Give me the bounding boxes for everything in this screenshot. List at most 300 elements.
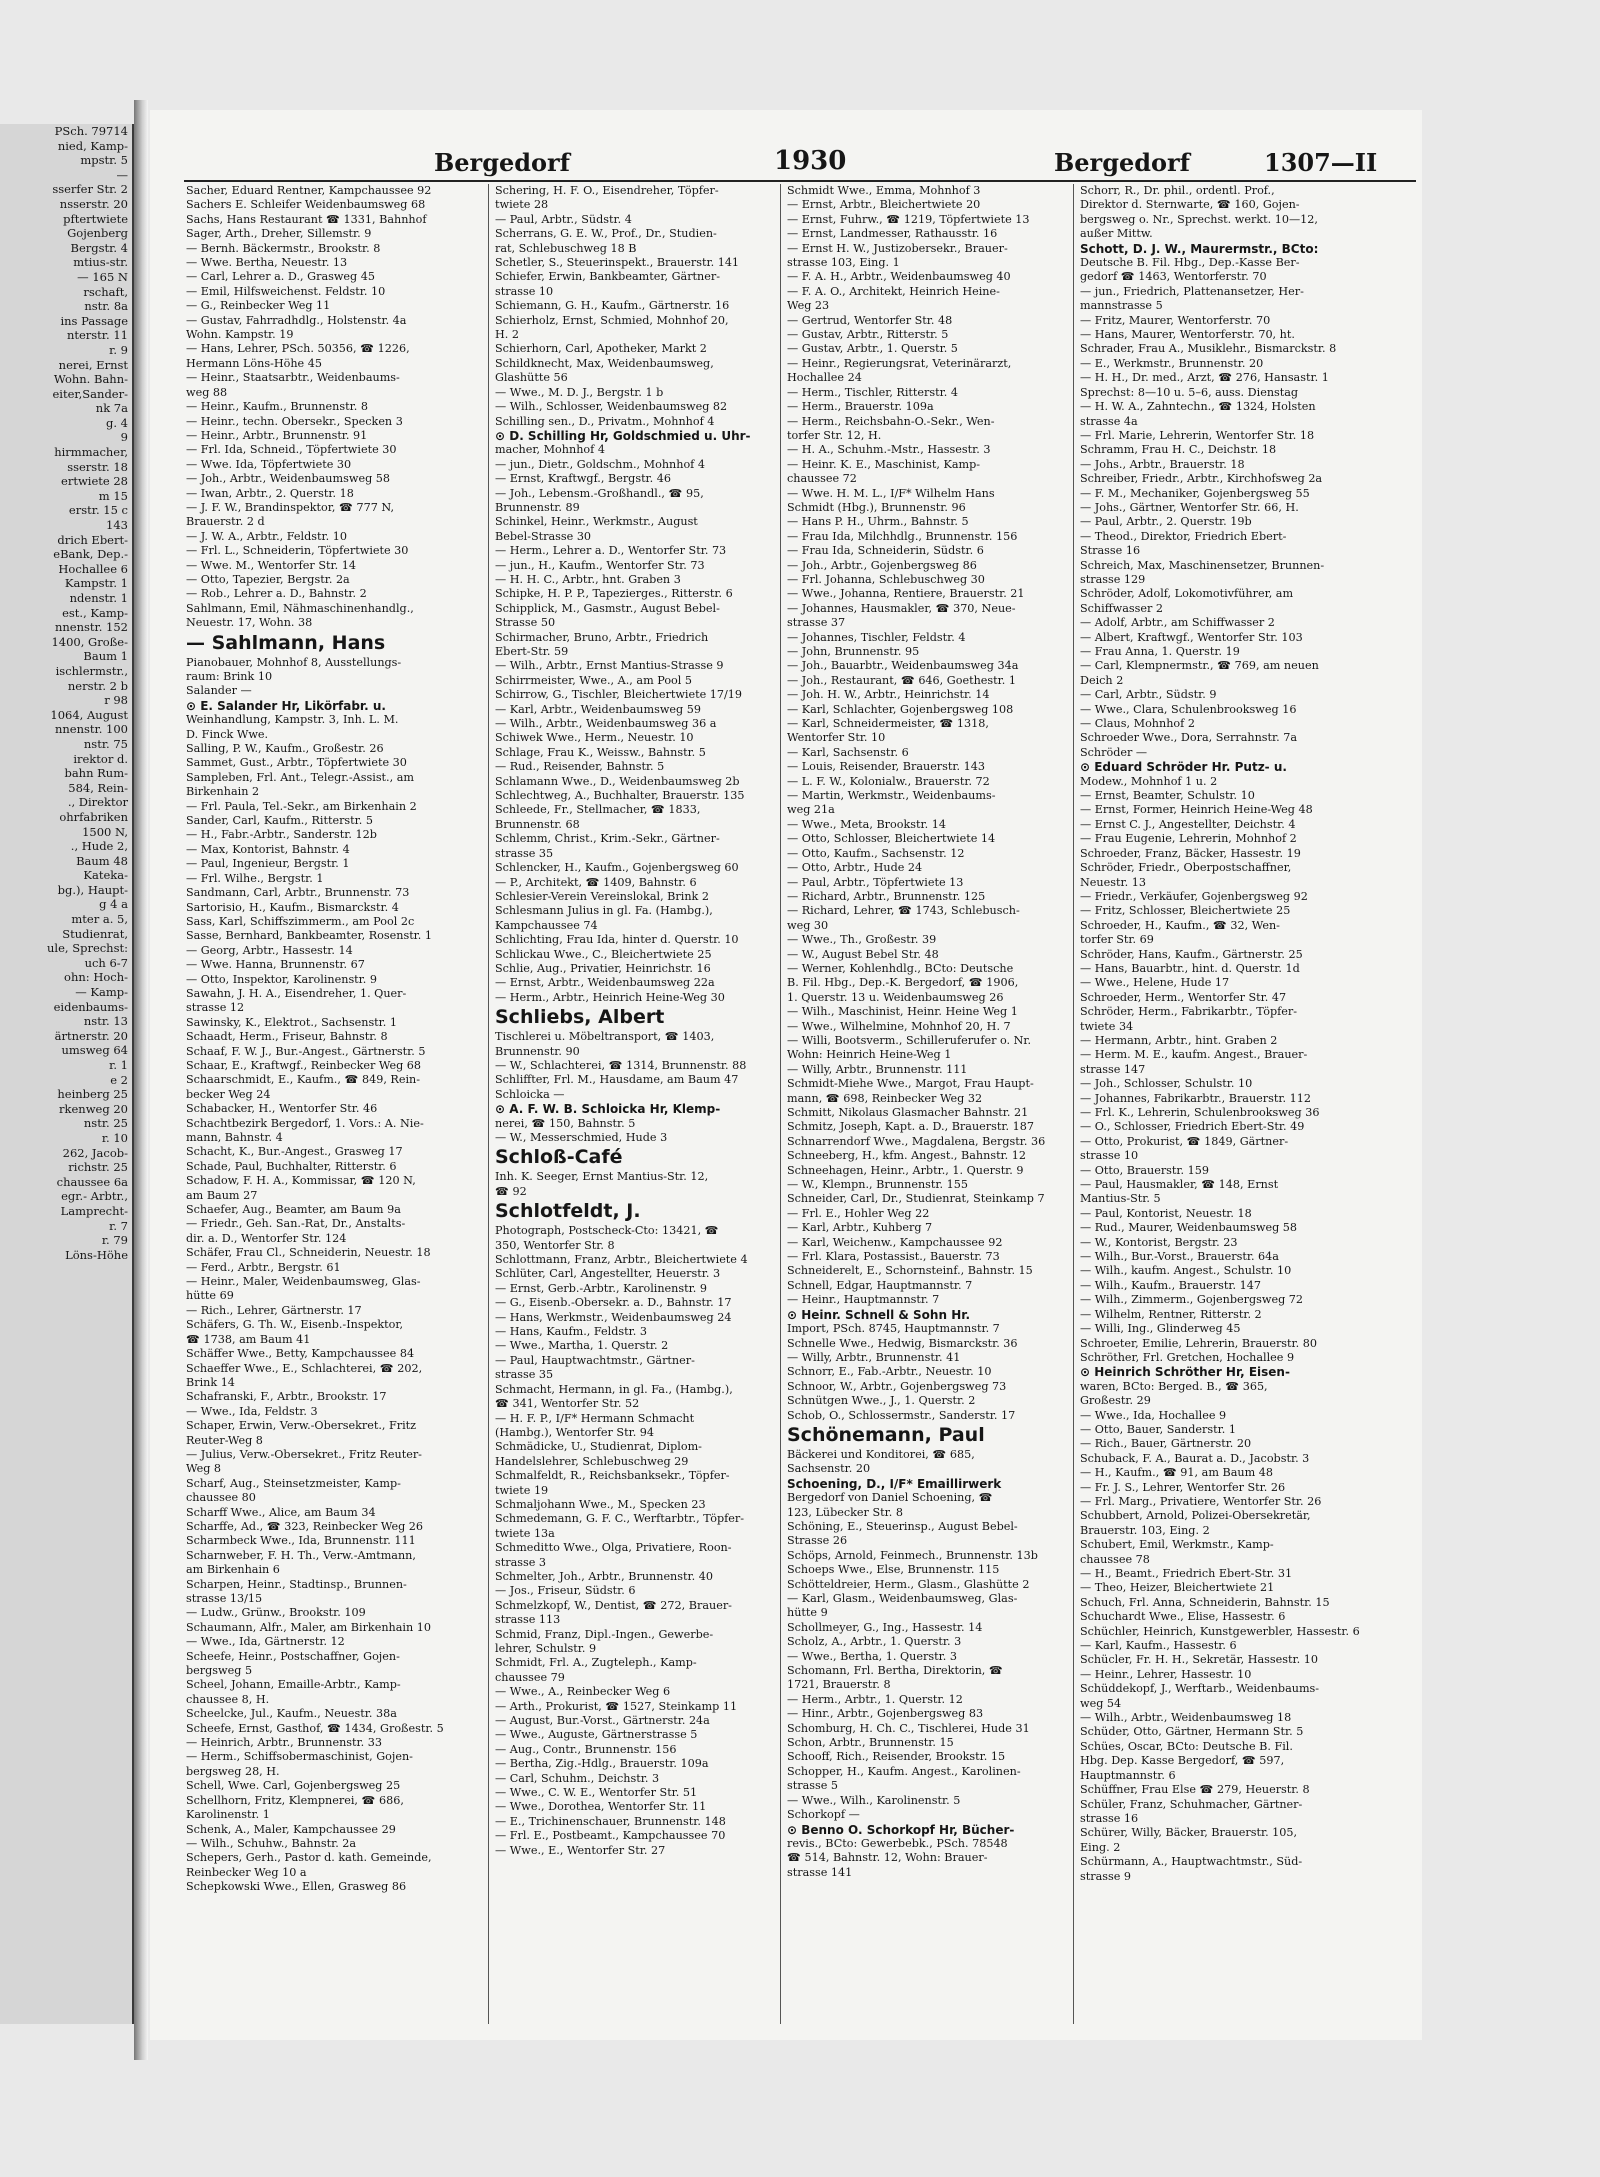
directory-entry: Schnelle Wwe., Hedwig, Bismarckstr. 36 (787, 1336, 1018, 1350)
directory-entry: Schuch, Frl. Anna, Schneiderin, Bahnstr. 15 (1080, 1595, 1330, 1609)
directory-entry: Glashütte 56 (495, 371, 568, 385)
directory-entry: Handelslehrer, Schlebuschweg 29 (495, 1454, 689, 1468)
directory-entry: — Bertha, Zig.-Hdlg., Brauerstr. 109a (495, 1757, 709, 1771)
directory-entry: Schipplick, M., Gasmstr., August Bebel- (495, 601, 720, 615)
directory-entry: — Max, Kontorist, Bahnstr. 4 (186, 842, 350, 856)
directory-entry: — Joh., Schlosser, Schulstr. 10 (1080, 1077, 1253, 1091)
facing-page-line: 584, Rein- (68, 780, 128, 795)
directory-entry: weg 54 (1080, 1696, 1122, 1710)
directory-entry: — jun., H., Kaufm., Wentorfer Str. 73 (495, 558, 705, 572)
facing-page-line: erstr. 15 c (68, 503, 128, 518)
directory-entry: Sawahn, J. H. A., Eisendreher, 1. Quer- (186, 986, 407, 1000)
directory-entry: — H. A., Schuhm.-Mstr., Hassestr. 3 (787, 443, 991, 457)
directory-page (150, 110, 1422, 2040)
facing-page-line: Kateka- (83, 868, 128, 883)
facing-page-line: nied, Kamp- (57, 138, 128, 153)
directory-entry: Schaumann, Alfr., Maler, am Birkenhain 10 (186, 1620, 431, 1634)
directory-column-2 (495, 184, 787, 2034)
facing-page-line: ischlermstr., (55, 663, 128, 678)
directory-entry: — Wwe., C. W. E., Wentorfer Str. 51 (495, 1786, 698, 1800)
directory-entry: — Paul, Arbtr., Töpfertwiete 13 (787, 875, 964, 889)
facing-page-line: eBank, Dep.- (53, 547, 128, 562)
directory-entry: — Frl. Johanna, Schlebuschweg 30 (787, 572, 985, 586)
directory-entry: Weinhandlung, Kampstr. 3, Inh. L. M. (186, 713, 399, 727)
directory-entry: — Heinr., Maler, Weidenbaumsweg, Glas- (186, 1275, 421, 1289)
facing-page-line: ertwiete 28 (61, 474, 128, 489)
directory-entry: Schmidt (Hbg.), Brunnenstr. 96 (787, 500, 966, 514)
directory-entry: Schmaljohann Wwe., M., Specken 23 (495, 1497, 706, 1511)
directory-entry: — Herm., Tischler, Ritterstr. 4 (787, 385, 958, 399)
directory-entry: Schorkopf — (787, 1808, 860, 1822)
directory-entry: Schlage, Frau K., Weissw., Bahnstr. 5 (495, 745, 706, 759)
column-divider (488, 184, 489, 2024)
facing-page-line: chaussee 6a (56, 1174, 128, 1189)
directory-entry: — F. M., Mechaniker, Gojenbergsweg 55 (1080, 486, 1310, 500)
directory-entry: Schmid, Franz, Dipl.-Ingen., Gewerbe- (495, 1627, 714, 1641)
directory-entry: 123, Lübecker Str. 8 (787, 1505, 903, 1519)
directory-entry: Schmidt Wwe., Emma, Mohnhof 3 (787, 184, 981, 197)
directory-entry: Ebert-Str. 59 (495, 645, 569, 658)
directory-entry: — Frl. K., Lehrerin, Schulenbrooksweg 36 (1080, 1106, 1320, 1119)
directory-entry: Strasse 50 (495, 616, 556, 630)
directory-entry: weg 88 (186, 385, 228, 399)
directory-entry: Salling, P. W., Kaufm., Großestr. 26 (186, 742, 384, 756)
directory-entry: revis., BCto: Gewerbebk., PSch. 78548 (787, 1836, 1008, 1850)
directory-entry: Schmeditto Wwe., Olga, Privatiere, Roon- (495, 1541, 732, 1555)
directory-entry: Schreiber, Friedr., Arbtr., Kirchhofsweg 2a (1080, 472, 1323, 486)
facing-page-line: ohn: Hoch- (64, 970, 128, 985)
directory-entry: — W., Kontorist, Bergstr. 23 (1080, 1235, 1238, 1249)
directory-entry: Sartorisio, H., Kaufm., Bismarckstr. 4 (186, 900, 399, 914)
directory-entry: — Fritz, Schlosser, Bleichertwiete 25 (1080, 904, 1291, 918)
directory-entry: Schreich, Max, Maschinensetzer, Brunnen- (1080, 558, 1325, 572)
directory-entry: — Joh., Arbtr., Gojenbergsweg 86 (787, 558, 977, 572)
directory-entry: hütte 69 (186, 1289, 234, 1303)
directory-entry: — Ernst, Landmesser, Rathausstr. 16 (787, 227, 998, 241)
directory-entry: — Otto, Arbtr., Hude 24 (787, 861, 923, 875)
directory-entry: (Hambg.), Wentorfer Str. 94 (495, 1425, 655, 1439)
directory-entry: — Wwe. H. M. L., I/F* Wilhelm Hans (787, 486, 995, 500)
facing-page-line: Lamprecht- (60, 1203, 128, 1218)
directory-entry: — Herm. M. E., kaufm. Angest., Brauer- (1080, 1048, 1308, 1062)
directory-entry: — John, Brunnenstr. 95 (787, 645, 920, 658)
directory-entry: — Karl, Arbtr., Weidenbaumsweg 59 (495, 702, 701, 716)
directory-entry: — Aug., Contr., Brunnenstr. 156 (495, 1742, 677, 1756)
directory-entry: Bebel-Strasse 30 (495, 529, 592, 543)
directory-entry: chaussee 8, H. (186, 1692, 270, 1706)
directory-entry: — Joh., Restaurant, ☎ 646, Goethestr. 1 (787, 673, 1016, 687)
directory-entry: — Otto, Tapezier, Bergstr. 2a (186, 572, 350, 586)
directory-entry: mann, Bahnstr. 4 (186, 1131, 283, 1144)
directory-entry: Scheelcke, Jul., Kaufm., Neuestr. 38a (186, 1707, 397, 1721)
header-year: 1930 (774, 146, 847, 176)
directory-entry: Schiffwasser 2 (1080, 601, 1164, 615)
directory-entry: — Otto, Bauer, Sanderstr. 1 (1080, 1422, 1236, 1436)
directory-entry: — Fritz, Maurer, Wentorferstr. 70 (1080, 313, 1271, 327)
header-town-right: Bergedorf (1054, 148, 1191, 177)
facing-page-line: nstr. 75 (83, 736, 128, 751)
directory-entry: ☎ 92 (495, 1184, 527, 1198)
directory-entry: — Wwe., M. D. J., Bergstr. 1 b (495, 385, 664, 399)
directory-entry: Schürer, Willy, Bäcker, Brauerstr. 105, (1080, 1826, 1298, 1840)
directory-entry: — Herm., Schiffsobermaschinist, Gojen- (186, 1750, 413, 1764)
directory-entry: Schliffter, Frl. M., Hausdame, am Baum 47 (495, 1073, 739, 1087)
facing-page-line: nerstr. 2 b (67, 678, 128, 693)
directory-entry: weg 21a (787, 803, 835, 817)
directory-entry: — Willy, Arbtr., Brunnenstr. 41 (787, 1350, 961, 1364)
directory-entry: — E., Werkmstr., Brunnenstr. 20 (1080, 356, 1264, 370)
directory-entry: mann, ☎ 698, Reinbecker Weg 32 (787, 1091, 983, 1105)
directory-heading: Schliebs, Albert (495, 1006, 665, 1029)
directory-entry: — Albert, Kraftwgf., Wentorfer Str. 103 (1080, 630, 1303, 644)
directory-entry: — August, Bur.-Vorst., Gärtnerstr. 24a (495, 1714, 710, 1728)
directory-entry: strasse 3 (495, 1555, 547, 1569)
directory-entry: — Ludw., Grünw., Brookstr. 109 (186, 1606, 366, 1620)
directory-entry: — H., Kaufm., ☎ 91, am Baum 48 (1080, 1466, 1273, 1480)
directory-entry: Sasse, Bernhard, Bankbeamter, Rosenstr. 1 (186, 929, 433, 943)
directory-entry: Strasse 16 (1080, 544, 1141, 558)
facing-page-line: eidenbaums- (53, 999, 128, 1014)
directory-entry: Schneeberg, H., kfm. Angest., Bahnstr. 12 (787, 1149, 1027, 1163)
directory-entry: — Frau Ida, Milchhdlg., Brunnenstr. 156 (787, 529, 1018, 543)
directory-entry: — Wwe., Th., Großestr. 39 (787, 933, 937, 947)
directory-entry: Wohn: Heinrich Heine-Weg 1 (787, 1048, 952, 1062)
directory-entry: — Fr. J. S., Lehrer, Wentorfer Str. 26 (1080, 1480, 1286, 1494)
directory-entry: lehrer, Schulstr. 9 (495, 1642, 597, 1655)
directory-entry: — Hans P. H., Uhrm., Bahnstr. 5 (787, 515, 969, 529)
directory-entry: Schötteldreier, Herm., Glasm., Glashütte 2 (787, 1577, 1030, 1591)
column-divider (1073, 184, 1074, 2024)
directory-entry: — Wilh., Bur.-Vorst., Brauerstr. 64a (1080, 1250, 1279, 1264)
directory-entry: — Ernst, Fuhrw., ☎ 1219, Töpfertwiete 13 (787, 212, 1030, 226)
directory-entry: strasse 35 (495, 846, 554, 860)
directory-entry: becker Weg 24 (186, 1087, 271, 1101)
directory-entry: — Frl. Klara, Postassist., Bauerstr. 73 (787, 1250, 1000, 1264)
directory-entry: weg 30 (787, 918, 829, 932)
directory-entry: — O., Schlosser, Friedrich Ebert-Str. 49 (1080, 1120, 1305, 1134)
facing-page-line: nsserstr. 20 (59, 196, 128, 211)
facing-page-line: umsweg 64 (61, 1043, 128, 1058)
directory-entry: Scharffe, Ad., ☎ 323, Reinbecker Weg 26 (186, 1519, 424, 1533)
directory-entry: Schubert, Emil, Werkmstr., Kamp- (1080, 1538, 1274, 1552)
directory-entry: — Ernst C. J., Angestellter, Deichstr. 4 (1080, 817, 1296, 831)
directory-entry: Schürmann, A., Hauptwachtmstr., Süd- (1080, 1855, 1303, 1869)
directory-entry: Schröder — (1080, 745, 1148, 759)
directory-entry: Schiefer, Erwin, Bankbeamter, Gärtner- (495, 270, 720, 284)
directory-entry: — Paul, Ingenieur, Bergstr. 1 (186, 857, 350, 871)
directory-entry: — Ernst, Arbtr., Bleichertwiete 20 (787, 198, 981, 212)
directory-entry: Scharff Wwe., Alice, am Baum 34 (186, 1505, 376, 1519)
directory-entry: Scharf, Aug., Steinsetzmeister, Kamp- (186, 1476, 401, 1490)
directory-entry: mannstrasse 5 (1080, 299, 1163, 313)
directory-entry: Schües, Oscar, BCto: Deutsche B. Fil. (1080, 1739, 1293, 1753)
directory-entry: — Joh., Bauarbtr., Weidenbaumsweg 34a (787, 659, 1019, 673)
directory-entry: torfer Str. 69 (1080, 933, 1154, 947)
directory-entry: Schüler, Franz, Schuhmacher, Gärtner- (1080, 1797, 1303, 1811)
facing-page-line: m 15 (98, 488, 128, 503)
directory-entry: Schaefer, Aug., Beamter, am Baum 9a (186, 1203, 401, 1217)
directory-entry: — Herm., Arbtr., Heinrich Heine-Weg 30 (495, 990, 725, 1004)
facing-page-line: richstr. 25 (68, 1160, 128, 1175)
directory-entry: — Richard, Lehrer, ☎ 1743, Schlebusch- (787, 904, 1020, 918)
facing-page-line: r. 7 (109, 1218, 128, 1233)
facing-page-line: Baum 48 (76, 853, 128, 868)
directory-entry: Schmitz, Joseph, Kapt. a. D., Brauerstr. 187 (787, 1120, 1034, 1134)
directory-entry: Sammet, Gust., Arbtr., Töpfertwiete 30 (186, 756, 407, 770)
directory-entry: chaussee 79 (495, 1670, 565, 1684)
directory-entry: Import, PSch. 8745, Hauptmannstr. 7 (787, 1322, 1000, 1336)
facing-page-line: eiter,Sander- (52, 386, 128, 401)
directory-entry: — Wilhelm, Rentner, Ritterstr. 2 (1080, 1307, 1262, 1321)
facing-page-line: est., Kamp- (62, 605, 128, 620)
directory-entry: — Karl, Sachsenstr. 6 (787, 745, 909, 759)
directory-entry: Schepkowski Wwe., Ellen, Grasweg 86 (186, 1880, 407, 1894)
directory-entry: Schetler, S., Steuerinspekt., Brauerstr. 141 (495, 256, 740, 270)
facing-page-line: bahn Rum- (64, 766, 128, 781)
directory-entry: Deutsche B. Fil. Hbg., Dep.-Kasse Ber- (1080, 256, 1300, 270)
directory-entry: — E., Trichinenschauer, Brunnenstr. 148 (495, 1814, 726, 1828)
facing-page-line: bg.), Haupt- (57, 882, 128, 897)
directory-entry: Neuestr. 17, Wohn. 38 (186, 616, 313, 630)
directory-entry: Pianobauer, Mohnhof 8, Ausstellungs- (186, 655, 402, 669)
directory-entry: — Frl. L., Schneiderin, Töpfertwiete 30 (186, 544, 409, 558)
directory-entry: Schroeder Wwe., Dora, Serrahnstr. 7a (1080, 731, 1298, 745)
directory-entry: — H. F. P., I/F* Hermann Schmacht (495, 1411, 695, 1425)
directory-entry: — Wilh., Zimmerm., Gojenbergsweg 72 (1080, 1293, 1304, 1307)
directory-entry: Brauerstr. 103, Eing. 2 (1080, 1523, 1210, 1537)
directory-entry: Schafranski, F., Arbtr., Brookstr. 17 (186, 1390, 387, 1404)
directory-entry: ⊙ Eduard Schröder Hr. Putz- u. (1080, 760, 1287, 775)
directory-entry: Scheefe, Heinr., Postschaffner, Gojen- (186, 1649, 400, 1663)
directory-entry: Brunnenstr. 68 (495, 817, 580, 831)
directory-entry: Schlottmann, Franz, Arbtr., Bleichertwiete 4 (495, 1253, 748, 1267)
facing-page-line: r. 9 (109, 342, 128, 357)
facing-page-line: 1064, August (50, 707, 128, 722)
directory-entry: Schnorr, E., Fab.-Arbtr., Neuestr. 10 (787, 1365, 992, 1379)
directory-entry: — Paul, Kontorist, Neuestr. 18 (1080, 1206, 1252, 1220)
header-town-left: Bergedorf (434, 148, 571, 177)
directory-entry: Schleede, Fr., Stellmacher, ☎ 1833, (495, 803, 701, 817)
directory-entry: Großestr. 29 (1080, 1394, 1151, 1408)
facing-page-line: ndenstr. 1 (69, 591, 128, 605)
directory-entry: — Friedr., Verkäufer, Gojenbergsweg 92 (1080, 889, 1308, 903)
directory-entry: macher, Mohnhof 4 (495, 443, 605, 457)
directory-entry: Schirrmeister, Wwe., A., am Pool 5 (495, 673, 693, 687)
directory-entry: waren, BCto: Berged. B., ☎ 365, (1080, 1379, 1268, 1393)
directory-entry: Salander — (186, 684, 252, 698)
directory-entry: Schneehagen, Heinr., Arbtr., 1. Querstr. 9 (787, 1163, 1024, 1177)
directory-entry: — Wwe., E., Wentorfer Str. 27 (495, 1843, 666, 1857)
directory-entry: — Frl. Paula, Tel.-Sekr., am Birkenhain 2 (186, 799, 417, 813)
directory-entry: Sachs, Hans Restaurant ☎ 1331, Bahnhof (186, 212, 427, 226)
directory-entry: — Johannes, Fabrikarbtr., Brauerstr. 112 (1080, 1091, 1311, 1105)
facing-page-line: Studienrat, (62, 926, 128, 941)
facing-page-line: nnenstr. 152 (54, 620, 128, 635)
directory-entry: Brunnenstr. 89 (495, 500, 580, 514)
directory-entry: — Hans, Lehrer, PSch. 50356, ☎ 1226, (186, 342, 410, 356)
directory-entry: — Rich., Bauer, Gärtnerstr. 20 (1080, 1437, 1252, 1451)
directory-entry: Schroeder, H., Kaufm., ☎ 32, Wen- (1080, 918, 1280, 932)
facing-page-line: sserfer Str. 2 (52, 182, 128, 197)
facing-page-line: Hochallee 6 (58, 561, 128, 576)
directory-entry: — Frl. Ida, Schneid., Töpfertwiete 30 (186, 443, 397, 457)
directory-entry: Schröder, Adolf, Lokomotivführer, am (1080, 587, 1294, 601)
directory-entry: Schollmeyer, G., Ing., Hassestr. 14 (787, 1620, 983, 1634)
directory-entry: — Wwe. Hanna, Brunnenstr. 67 (186, 958, 365, 972)
facing-page-line: 143 (106, 518, 128, 533)
directory-entry: — L. F. W., Kolonialw., Brauerstr. 72 (787, 774, 990, 788)
directory-entry: — Wilh., kaufm. Angest., Schulstr. 10 (1080, 1264, 1292, 1278)
directory-entry: Sawinsky, K., Elektrot., Sachsenstr. 1 (186, 1015, 398, 1029)
directory-entry: Schell, Wwe. Carl, Gojenbergsweg 25 (186, 1779, 401, 1793)
directory-entry: Brunnenstr. 90 (495, 1044, 580, 1058)
facing-page-line: sserstr. 18 (67, 459, 128, 474)
facing-page-line: g 4 a (99, 897, 128, 912)
directory-entry: Schroeter, Emilie, Lehrerin, Brauerstr. 80 (1080, 1336, 1318, 1350)
directory-entry: Schneiderelt, E., Schornsteinf., Bahnstr. 15 (787, 1264, 1033, 1278)
directory-column-4 (1080, 184, 1372, 2034)
directory-entry: Schierholz, Ernst, Schmied, Mohnhof 20, (495, 313, 729, 327)
directory-entry: rat, Schlebuschweg 18 B (495, 241, 637, 255)
directory-entry: Brink 14 (186, 1375, 235, 1389)
directory-entry: Bergedorf von Daniel Schoening, ☎ (787, 1491, 993, 1505)
directory-entry: Schorr, R., Dr. phil., ordentl. Prof., (1080, 184, 1275, 197)
directory-entry: Sahlmann, Emil, Nähmaschinenhandlg., (186, 601, 414, 615)
directory-entry: ⊙ Heinr. Schnell & Sohn Hr. (787, 1307, 970, 1322)
directory-entry: — Heinr. K. E., Maschinist, Kamp- (787, 457, 981, 471)
facing-page-line: r. 10 (101, 1130, 128, 1145)
directory-entry: — Johannes, Tischler, Feldstr. 4 (787, 630, 966, 644)
directory-entry: — Frl. E., Postbeamt., Kampchaussee 70 (495, 1829, 726, 1843)
directory-entry: Scharnweber, F. H. Th., Verw.-Amtmann, (186, 1548, 416, 1562)
directory-entry: Schramm, Frau H. C., Deichstr. 18 (1080, 443, 1277, 457)
facing-page-line: 1500 N, (82, 824, 128, 839)
directory-heading: — Sahlmann, Hans (186, 631, 386, 654)
directory-entry: Schlechtweg, A., Buchhalter, Brauerstr. 135 (495, 789, 745, 803)
directory-entry: — Jos., Friseur, Südstr. 6 (495, 1584, 636, 1598)
directory-entry: — Wwe. Bertha, Neuestr. 13 (186, 256, 348, 270)
facing-page-line: nnenstr. 100 (54, 722, 128, 737)
directory-heading: Schloß-Café (495, 1146, 623, 1169)
directory-entry: strasse 113 (495, 1613, 561, 1627)
directory-entry: — Heinr., techn. Obersekr., Specken 3 (186, 414, 403, 428)
directory-entry: — W., August Bebel Str. 48 (787, 947, 939, 961)
directory-entry: Schachtbezirk Bergedorf, 1. Vors.: A. Nie- (186, 1116, 424, 1130)
directory-entry: ☎ 514, Bahnstr. 12, Wohn: Brauer- (787, 1851, 988, 1865)
directory-entry: bergsweg o. Nr., Sprechst. werkt. 10—12, (1080, 212, 1318, 226)
directory-entry: Schopper, H., Kaufm. Angest., Karolinen- (787, 1764, 1021, 1778)
directory-entry: Hbg. Dep. Kasse Bergedorf, ☎ 597, (1080, 1754, 1285, 1768)
directory-entry: Schilling sen., D., Privatm., Mohnhof 4 (495, 414, 715, 428)
directory-entry: Schlesmann Julius in gl. Fa. (Hambg.), (495, 904, 713, 918)
directory-entry: — Otto, Schlosser, Bleichertwiete 14 (787, 832, 996, 846)
directory-entry: — W., Messerschmied, Hude 3 (495, 1131, 668, 1144)
directory-entry: Tischlerei u. Möbeltransport, ☎ 1403, (495, 1030, 715, 1044)
facing-page-line: 9 (120, 430, 128, 445)
directory-entry: Schloicka — (495, 1087, 565, 1101)
directory-entry: — Wwe., Auguste, Gärtnerstrasse 5 (495, 1728, 698, 1742)
directory-entry: Karolinenstr. 1 (186, 1808, 270, 1822)
directory-entry: — Wilh., Arbtr., Weidenbaumsweg 36 a (495, 717, 717, 731)
directory-entry: Wohn. Kampstr. 19 (186, 328, 294, 342)
directory-entry: — jun., Dietr., Goldschm., Mohnhof 4 (495, 457, 705, 471)
directory-entry: strasse 13/15 (186, 1592, 263, 1605)
directory-entry: — Wwe., Wilhelmine, Mohnhof 20, H. 7 (787, 1019, 1011, 1033)
directory-entry: Sacher, Eduard Rentner, Kampchaussee 92 (186, 184, 432, 197)
directory-entry: — H., Fabr.-Arbtr., Sanderstr. 12b (186, 828, 377, 842)
directory-entry: — Heinr., Regierungsrat, Veterinärarzt, (787, 356, 1012, 370)
directory-entry: — Paul, Arbtr., Südstr. 4 (495, 212, 632, 226)
facing-page-line: ärtnerstr. 20 (54, 1028, 128, 1043)
directory-entry: Kampchaussee 74 (495, 918, 598, 932)
facing-page-line: rkenweg 20 (59, 1101, 128, 1116)
directory-entry: — Adolf, Arbtr., am Schiffwasser 2 (1080, 616, 1275, 630)
directory-entry: Schirmacher, Bruno, Arbtr., Friedrich (495, 630, 709, 644)
directory-entry: — Wwe., A., Reinbecker Weg 6 (495, 1685, 671, 1699)
directory-entry: Reinbecker Weg 10 a (186, 1865, 307, 1879)
facing-page-line: 262, Jacob- (62, 1145, 128, 1160)
directory-entry: — Martin, Werkmstr., Weidenbaums- (787, 789, 996, 803)
directory-entry: — Ernst, Kraftwgf., Bergstr. 46 (495, 472, 672, 486)
directory-entry: Schaarschmidt, E., Kaufm., ☎ 849, Rein- (186, 1073, 421, 1087)
directory-heading: Schlotfeldt, J. (495, 1200, 641, 1223)
directory-entry: strasse 16 (1080, 1811, 1139, 1825)
facing-page-line: ., Direktor (67, 795, 128, 810)
directory-entry: Schellhorn, Fritz, Klempnerei, ☎ 686, (186, 1793, 404, 1807)
directory-entry: Schroeder, Franz, Bäcker, Hassestr. 19 (1080, 846, 1301, 860)
directory-entry: — Paul, Hausmakler, ☎ 148, Ernst (1080, 1178, 1279, 1192)
directory-entry: 350, Wentorfer Str. 8 (495, 1238, 615, 1252)
directory-entry: chaussee 72 (787, 472, 857, 486)
directory-entry: Schlamann Wwe., D., Weidenbaumsweg 2b (495, 774, 740, 788)
facing-page-line: ins Passage (60, 313, 128, 328)
directory-entry: — Frau Ida, Schneiderin, Südstr. 6 (787, 544, 984, 558)
directory-entry: strasse 12 (186, 1001, 245, 1015)
directory-entry: — Paul, Arbtr., 2. Querstr. 19b (1080, 515, 1252, 529)
directory-entry: hütte 9 (787, 1606, 828, 1620)
directory-entry: — Otto, Prokurist, ☎ 1849, Gärtner- (1080, 1134, 1289, 1148)
directory-entry: — Rob., Lehrer a. D., Bahnstr. 2 (186, 587, 367, 601)
directory-entry: — Frau Eugenie, Lehrerin, Mohnhof 2 (1080, 832, 1297, 846)
directory-entry: ⊙ A. F. W. B. Schloicka Hr, Klemp- (495, 1102, 721, 1117)
directory-entry: außer Mittw. (1080, 227, 1153, 241)
directory-entry: — Wwe., Clara, Schulenbrooksweg 16 (1080, 702, 1297, 716)
directory-entry: Schmelzkopf, W., Dentist, ☎ 272, Brauer- (495, 1598, 732, 1612)
directory-entry: — Louis, Reisender, Brauerstr. 143 (787, 760, 985, 774)
directory-entry: Photograph, Postscheck-Cto: 13421, ☎ (495, 1224, 719, 1238)
directory-entry: — Willy, Arbtr., Brunnenstr. 111 (787, 1062, 968, 1076)
directory-entry: dir. a. D., Wentorfer Str. 124 (186, 1231, 347, 1245)
directory-entry: — W., Klempn., Brunnenstr. 155 (787, 1178, 968, 1192)
directory-entry: strasse 9 (1080, 1869, 1132, 1883)
directory-entry: bergsweg 28, H. (186, 1764, 280, 1778)
directory-entry: Schröder, Friedr., Oberpostschaffner, (1080, 861, 1292, 875)
header-page-number: 1307—II (1264, 148, 1378, 177)
directory-entry: — Gustav, Arbtr., Ritterstr. 5 (787, 328, 949, 342)
facing-page-line: nk 7a (95, 401, 128, 416)
directory-entry: Schlickau Wwe., C., Bleichertwiete 25 (495, 947, 712, 961)
directory-entry: Strasse 26 (787, 1534, 848, 1548)
directory-entry: — Wilh., Arbtr., Ernst Mantius-Strasse 9 (495, 659, 724, 673)
directory-entry: Hermann Löns-Höhe 45 (186, 356, 322, 370)
directory-entry: raum: Brink 10 (186, 670, 273, 683)
directory-entry: — Wwe., Dorothea, Wentorfer Str. 11 (495, 1800, 707, 1814)
directory-entry: Schröder, Herm., Fabrikarbtr., Töpfer- (1080, 1005, 1298, 1019)
directory-entry: Schmädicke, U., Studienrat, Diplom- (495, 1440, 702, 1454)
directory-entry: Schüddekopf, J., Werftarb., Weidenbaums- (1080, 1682, 1320, 1696)
directory-entry: — Wilh., Schuhw., Bahnstr. 2a (186, 1836, 357, 1850)
directory-entry: Schirrow, G., Tischler, Bleichertwiete 17/19 (495, 688, 743, 702)
